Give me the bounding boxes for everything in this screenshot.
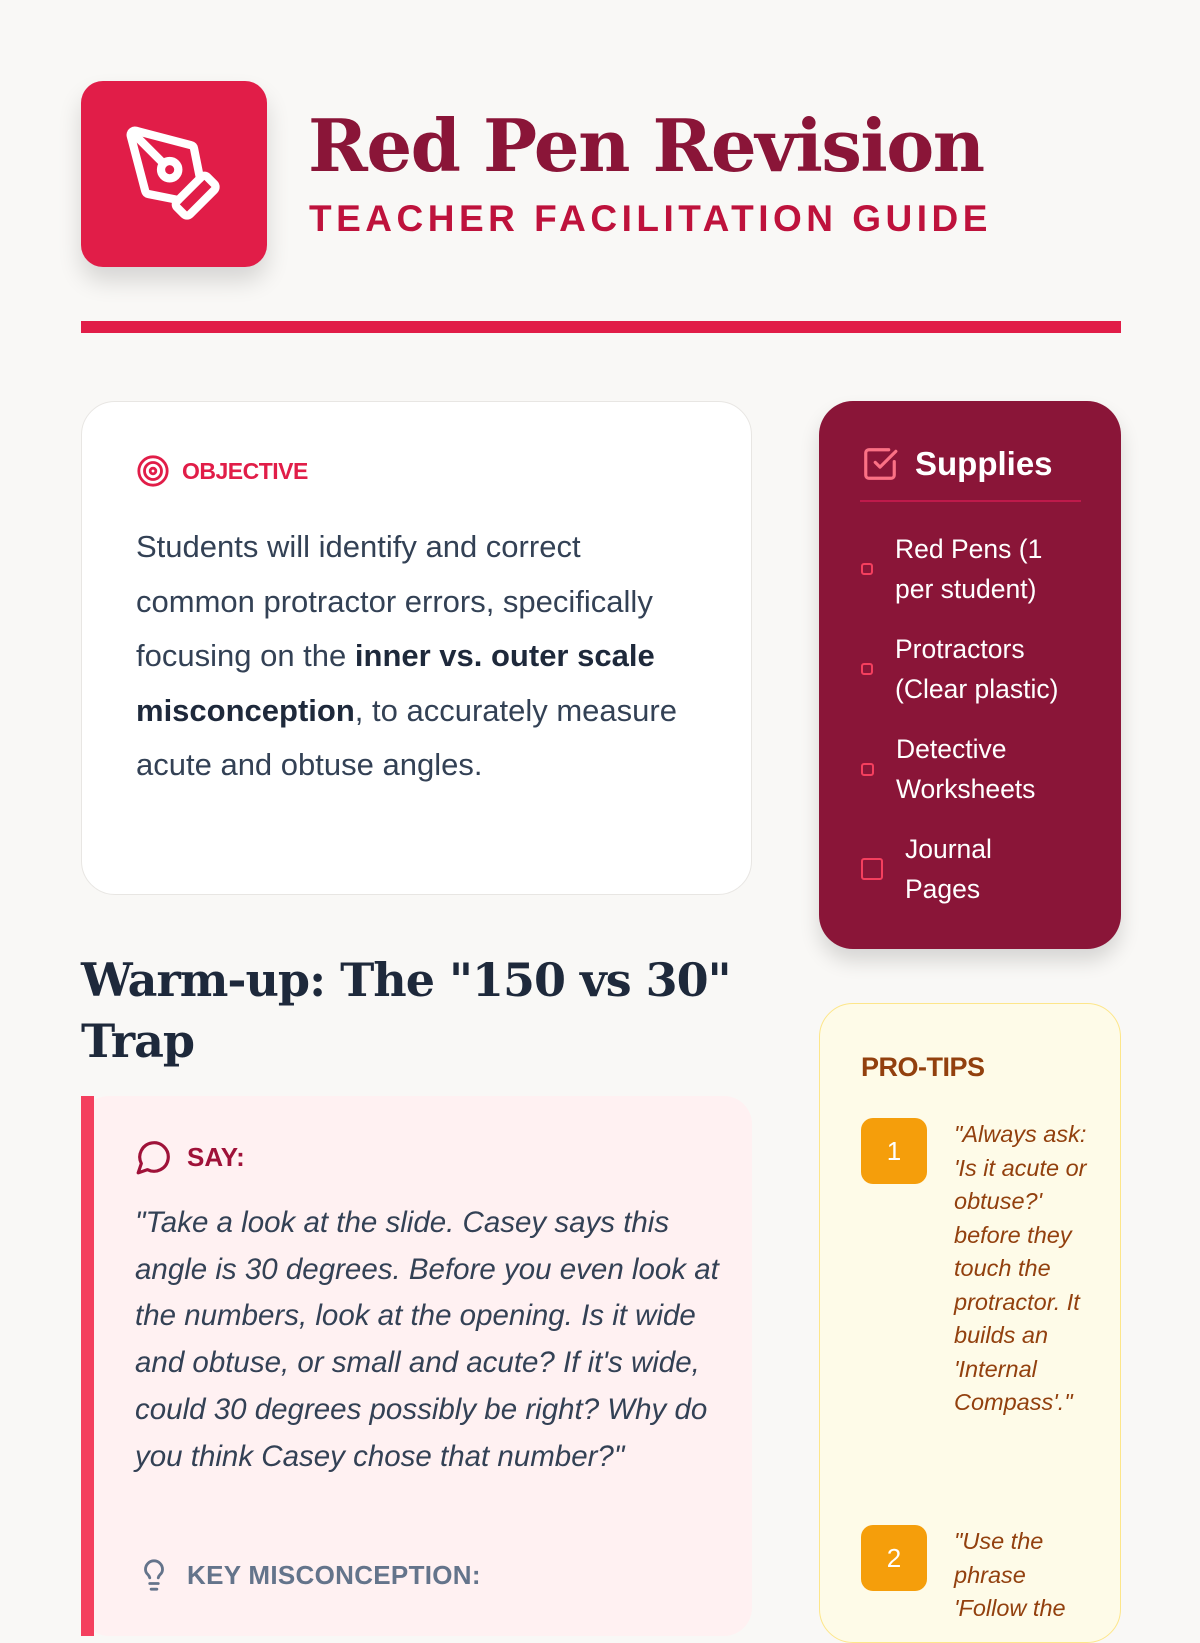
warmup-title: Warm-up: The "150 vs 30" Trap [81,953,731,1068]
supply-checkbox[interactable] [861,763,874,776]
supply-item-label: Protractors (Clear plastic) [895,634,1059,704]
supplies-divider [860,500,1081,502]
supplies-card [819,401,1121,949]
supply-checkbox[interactable] [861,858,883,880]
say-card [81,1096,752,1636]
supply-checkbox[interactable] [861,563,873,575]
objective-label: OBJECTIVE [182,457,308,484]
tip-text: "Use the phrase 'Follow the [954,1528,1066,1621]
say-label: SAY: [187,1141,245,1172]
page-title: Red Pen Revision [308,103,984,188]
pro-tips-title: PRO-TIPS [861,1052,985,1082]
supply-item[interactable] [861,629,1085,709]
objective-emphasis: inner vs. outer scale misconception [136,638,655,728]
supply-item[interactable] [861,829,1025,909]
pen-nib-icon [122,122,226,226]
supply-item[interactable] [861,729,1066,809]
objective-card [81,401,752,895]
header-divider [81,321,1121,333]
tip-number-badge: 2 [861,1525,927,1591]
supply-item[interactable] [861,529,1065,609]
logo-tile [81,81,267,267]
supply-item-label: Red Pens (1 per student) [895,534,1043,604]
target-icon [136,454,170,488]
page-header [81,81,1121,271]
supply-item-label: Detective Worksheets [896,734,1036,804]
misconception-label: KEY MISCONCEPTION: [187,1559,481,1590]
objective-header [136,454,308,488]
checkbox-icon [861,445,899,483]
tip-number-badge: 1 [861,1118,927,1184]
tip-text: "Always ask: 'Is it acute or obtuse?' before they touch the protractor. It builds an 'Internal Compass'." [954,1121,1087,1415]
supply-item-label: Journal Pages [905,834,992,904]
page-subtitle: TEACHER FACILITATION GUIDE [309,198,992,239]
objective-text: Students will identify and correct common protractor errors, specifically focusing on the inner vs. outer scale misconception, to accurately measure acute and obtuse angles. [136,529,677,782]
say-script: "Take a look at the slide. Casey says this angle is 30 degrees. Before you even look at the numbers, look at the opening. Is it wide and obtuse, or small and acute? If it's wide, could 30 degrees possibly be right? Why do you think Casey chose that number?" [135,1206,719,1473]
pro-tips-card [819,1003,1121,1643]
speech-bubble-icon [135,1138,173,1176]
supplies-header [861,445,1053,483]
lightbulb-icon [137,1556,171,1594]
misconception-header [137,1556,481,1594]
say-accent-bar [81,1096,94,1636]
say-header [135,1138,245,1176]
supply-checkbox[interactable] [861,663,873,675]
supplies-title: Supplies [915,445,1053,482]
